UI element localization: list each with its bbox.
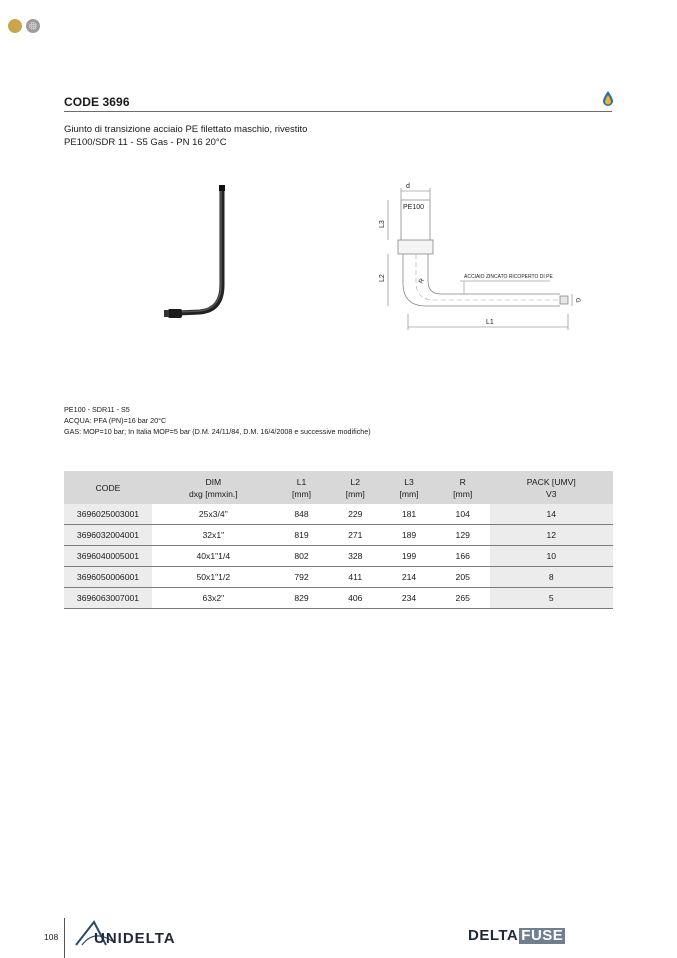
unidelta-logo <box>72 919 212 947</box>
product-description: Giunto di transizione acciaio PE filettato maschio, rivestito <box>64 124 308 135</box>
cell-l3: 214 <box>382 567 436 588</box>
cell-pack: 12 <box>490 525 613 546</box>
cell-dim: 63x2" <box>152 588 275 609</box>
cell-code: 3696025003001 <box>64 504 152 525</box>
header-l1: L1 [mm] <box>275 471 329 504</box>
cell-code: 3696050006001 <box>64 567 152 588</box>
footer-divider <box>64 918 65 958</box>
technical-drawing <box>360 178 590 336</box>
technical-notes <box>64 404 371 437</box>
header-code: CODE <box>64 471 152 504</box>
cell-l1: 829 <box>275 588 329 609</box>
cell-l2: 411 <box>328 567 382 588</box>
spec-table <box>64 471 613 609</box>
cell-l1: 802 <box>275 546 329 567</box>
cell-l2: 406 <box>328 588 382 609</box>
cell-dim: 25x3/4" <box>152 504 275 525</box>
page-number: 108 <box>44 932 59 942</box>
cell-pack: 5 <box>490 588 613 609</box>
cell-r: 205 <box>436 567 490 588</box>
cell-l3: 189 <box>382 525 436 546</box>
dim-d-label: d <box>406 183 410 190</box>
cell-dim: 32x1" <box>152 525 275 546</box>
cell-l1: 848 <box>275 504 329 525</box>
cell-r: 104 <box>436 504 490 525</box>
unidelta-logo-text: UNIDELTA <box>94 930 176 947</box>
table-row <box>64 546 613 567</box>
pe100-label: PE100 <box>403 204 425 211</box>
dim-l2-label: L2 <box>379 274 386 282</box>
header-pack: PACK [UMV] V3 <box>490 471 613 504</box>
coating-label: ACCIAIO ZINCATO RICOPERTO DI PE <box>464 274 553 280</box>
note-line: ACQUA: PFA (PN)=16 bar 20°C <box>64 416 167 425</box>
cell-l3: 234 <box>382 588 436 609</box>
note-line: GAS: MOP=10 bar; In Italia MOP=5 bar (D.M. 24/11/84, D.M. 16/4/2008 e successive modifiche) <box>64 427 371 436</box>
title-divider <box>64 111 612 112</box>
dim-l1-label: L1 <box>486 319 494 326</box>
dim-r-label: R <box>417 277 427 285</box>
cell-l2: 328 <box>328 546 382 567</box>
table-row <box>64 588 613 609</box>
water-gas-drop-icon <box>602 90 614 106</box>
deltafuse-logo-fuse: FUSE <box>521 927 564 944</box>
cell-code: 3696040005001 <box>64 546 152 567</box>
table-row <box>64 525 613 546</box>
gold-dot-icon <box>8 19 22 33</box>
table-header-row <box>64 471 613 504</box>
cell-l1: 819 <box>275 525 329 546</box>
product-spec: PE100/SDR 11 - S5 Gas - PN 16 20°C <box>64 137 227 148</box>
dim-g-label: G <box>574 298 580 303</box>
cell-r: 265 <box>436 588 490 609</box>
grey-grid-dot-icon <box>26 19 40 33</box>
cell-code: 3696032004001 <box>64 525 152 546</box>
cell-r: 129 <box>436 525 490 546</box>
deltafuse-logo-delta: DELTA <box>468 927 519 944</box>
product-photo <box>160 180 250 325</box>
cell-pack: 14 <box>490 504 613 525</box>
cell-pack: 8 <box>490 567 613 588</box>
table-row <box>64 567 613 588</box>
cell-r: 166 <box>436 546 490 567</box>
code-title: CODE 3696 <box>64 95 130 109</box>
cell-dim: 40x1"1/4 <box>152 546 275 567</box>
header-r: R [mm] <box>436 471 490 504</box>
note-line: PE100 - SDR11 - S5 <box>64 405 130 414</box>
header-dim: DIM dxg [mmxin.] <box>152 471 275 504</box>
table-row <box>64 504 613 525</box>
cell-l3: 181 <box>382 504 436 525</box>
cell-l3: 199 <box>382 546 436 567</box>
cell-l2: 271 <box>328 525 382 546</box>
header-l3: L3 [mm] <box>382 471 436 504</box>
cell-code: 3696063007001 <box>64 588 152 609</box>
cell-dim: 50x1"1/2 <box>152 567 275 588</box>
cell-pack: 10 <box>490 546 613 567</box>
cell-l2: 229 <box>328 504 382 525</box>
deltafuse-logo <box>468 927 565 945</box>
header-l2: L2 [mm] <box>328 471 382 504</box>
cell-l1: 792 <box>275 567 329 588</box>
dim-l3-label: L3 <box>379 220 386 228</box>
